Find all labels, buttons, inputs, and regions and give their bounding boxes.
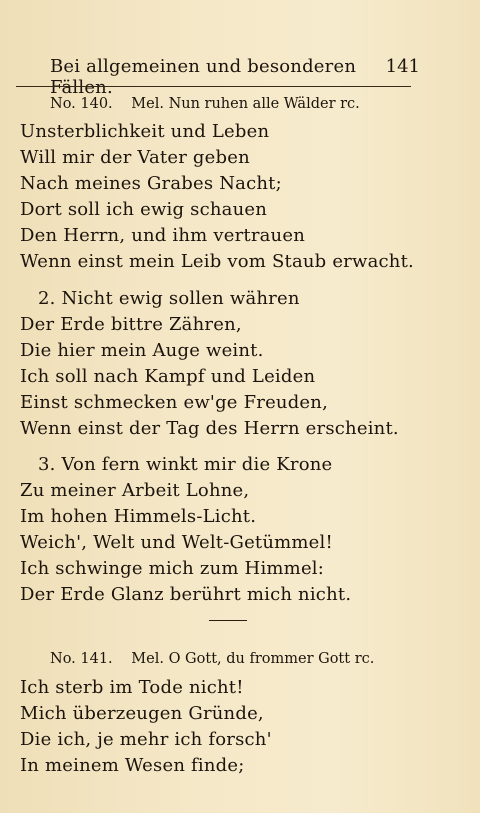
verse-line: Will mir der Vater geben [20,147,250,168]
verse-line: Mich überzeugen Gründe, [20,703,264,724]
verse-line: Ich sterb im Tode nicht! [20,677,244,698]
verse-line: Der Erde Glanz berührt mich nicht. [20,584,352,605]
header-rule [16,86,411,87]
running-head-title: Bei allgemeinen und besonderen Fällen. [50,56,357,98]
hymn-141-heading [50,651,374,667]
verse-line: Weich', Welt und Welt-Getümmel! [20,532,333,553]
verse-line: Die ich, je mehr ich forsch' [20,729,272,750]
running-header [50,52,420,98]
verse-line: Die hier mein Auge weint. [20,340,264,361]
verse-line: Ich soll nach Kampf und Leiden [20,366,316,387]
verse-line: Den Herrn, und ihm vertrauen [20,225,305,246]
hymn-number: No. 141. [50,651,113,667]
section-divider [209,620,247,621]
verse-line: In meinem Wesen finde; [20,755,245,776]
page-number: 141 [385,56,420,77]
hymn-melody: Mel. Nun ruhen alle Wälder rc. [131,96,360,112]
hymn-melody: Mel. O Gott, du frommer Gott rc. [131,651,375,667]
verse-line: Einst schmecken ew'ge Freuden, [20,392,329,413]
verse-line: Im hohen Himmels-Licht. [20,506,257,527]
verse-line: Wenn einst der Tag des Herrn erscheint. [20,418,399,439]
verse-line: Der Erde bittre Zähren, [20,314,242,335]
verse-line: Dort soll ich ewig schauen [20,199,268,220]
verse-line: Wenn einst mein Leib vom Staub erwacht. [20,251,414,272]
hymn-140-heading [50,96,360,112]
verse-line: Ich schwinge mich zum Himmel: [20,558,325,579]
verse-line: Nach meines Grabes Nacht; [20,173,282,194]
verse-line: Zu meiner Arbeit Lohne, [20,480,250,501]
hymn-number: No. 140. [50,96,113,112]
verse-line: 3. Von fern winkt mir die Krone [38,454,333,475]
verse-line: Unsterblichkeit und Leben [20,121,270,142]
verse-line: 2. Nicht ewig sollen währen [38,288,300,309]
